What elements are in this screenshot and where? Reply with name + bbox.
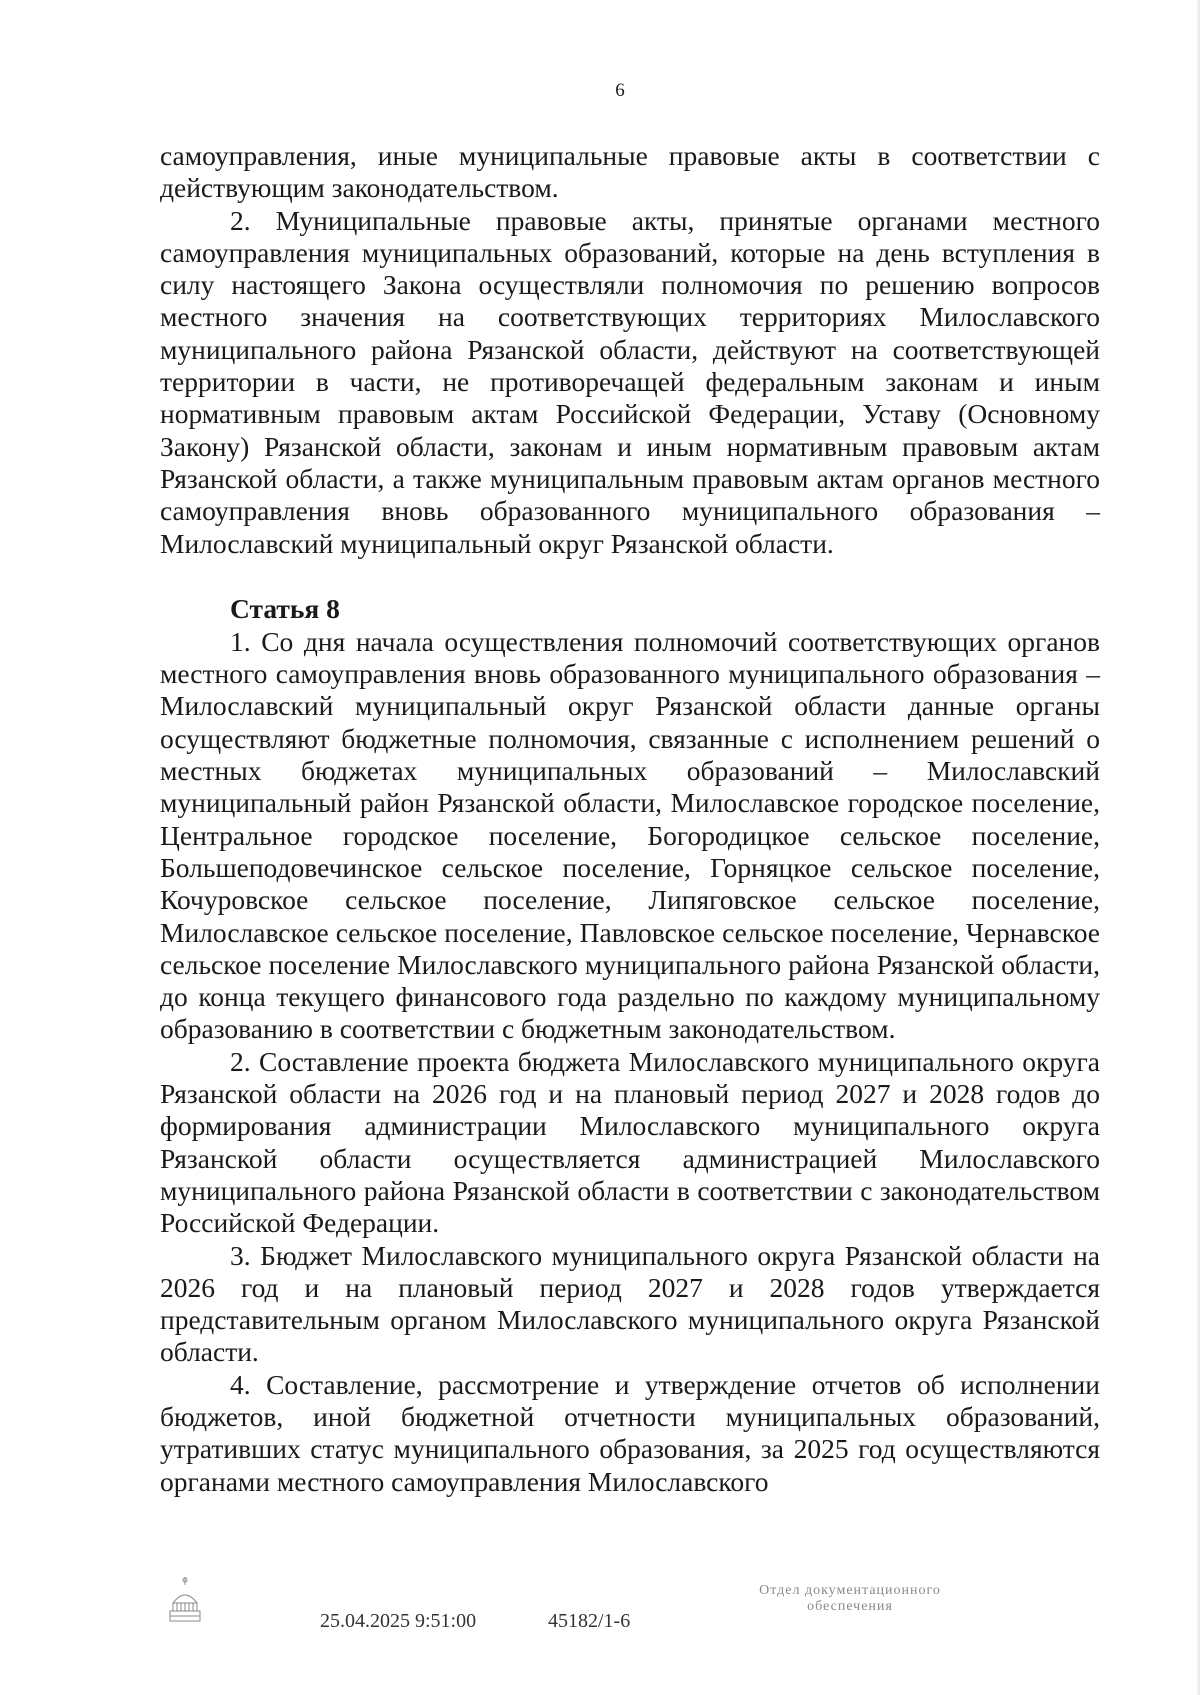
article-title: Статья 8 (230, 592, 340, 624)
stamp-line-1: Отдел документационного (759, 1583, 941, 1598)
emblem-icon (167, 1575, 203, 1631)
paragraph-item-2: 2. Муниципальные правовые акты, принятые органами местного самоуправления муниципальных образований, которые на день вступления в силу настоящего Закона осуществляли полномочия по решению вопросов местного значения на соответствующих территориях Милославского муниципального района Рязанской области, действуют на соответствующей территории в части, не противоречащей федеральным законам и иным нормативным правовым актам Российской Федерации, Уставу (Основному Закону) Рязанской области, законам и иным нормативным правовым актам Рязанской области, а также муниципальным правовым актам органов местного самоуправления вновь образованного муниципального образования – Милославский муниципальный округ Рязанской области. (160, 204, 1100, 559)
registration-datetime: 25.04.2025 9:51:00 (320, 1610, 477, 1632)
document-body (160, 140, 1100, 1498)
page-footer (0, 1575, 1200, 1675)
paragraph-continuation: самоуправления, иные муниципальные правовые акты в соответствии с действующим законодательством. (160, 140, 1100, 204)
document-number: 45182/1-6 (548, 1610, 631, 1632)
page-number: 6 (615, 80, 625, 101)
department-stamp (700, 1583, 1000, 1615)
article-paragraph-4: 4. Составление, рассмотрение и утверждение отчетов об исполнении бюджетов, иной бюджетной отчетности муниципальных образований, утративших статус муниципального образования, за 2025 год осуществляются органами местного самоуправления Милославского (160, 1368, 1100, 1497)
article-paragraph-1: 1. Со дня начала осуществления полномочий соответствующих органов местного самоуправления вновь образованного муниципального образования – Милославский муниципальный округ Рязанской области данные органы осуществляют бюджетные полномочия, связанные с исполнением решений о местных бюджетах муниципальных образований – Милославский муниципальный район Рязанской области, Милославское городское поселение, Центральное городское поселение, Богородицкое сельское поселение, Большеподовечинское сельское поселение, Горняцкое сельское поселение, Кочуровское сельское поселение, Липяговское сельское поселение, Милославское сельское поселение, Павловское сельское поселение, Чернавское сельское поселение Милославского муниципального района Рязанской области, до конца текущего финансового года раздельно по каждому муниципальному образованию в соответствии с бюджетным законодательством. (160, 625, 1100, 1045)
article-paragraph-3: 3. Бюджет Милославского муниципального округа Рязанской области на 2026 год и на плановый период 2027 и 2028 годов утверждается представительным органом Милославского муниципального округа Рязанской области. (160, 1239, 1100, 1368)
article-paragraph-2: 2. Составление проекта бюджета Милославского муниципального округа Рязанской области на 2026 год и на плановый период 2027 и 2028 годов до формирования администрации Милославского муниципального округа Рязанской области осуществляется администрацией Милославского муниципального района Рязанской области в соответствии с законодательством Российской Федерации. (160, 1045, 1100, 1239)
stamp-line-2: обеспечения (807, 1599, 893, 1614)
scan-edge-shadow (1196, 0, 1200, 1695)
